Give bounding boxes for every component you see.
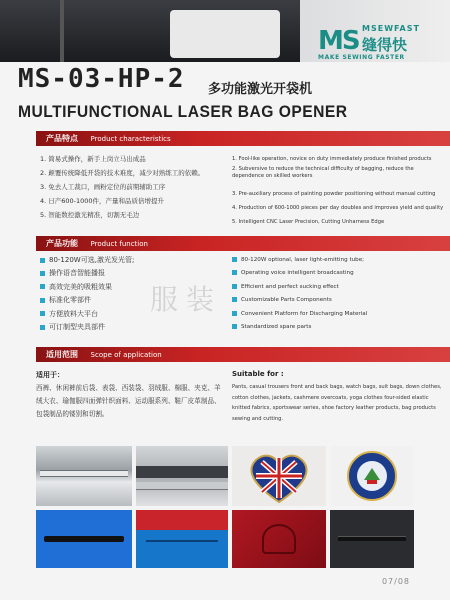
- page-number: 07/08: [381, 577, 410, 586]
- section-title-en: Product characteristics: [90, 135, 171, 143]
- sample-photo-red-leather: [232, 510, 326, 568]
- hero-cuff-image: [170, 10, 280, 58]
- list-item: 2. 颠覆传统降低开袋的技术难度，减少对熟练工的依赖。: [40, 169, 205, 177]
- list-item: 高效完美的吸粗效果: [40, 281, 220, 294]
- list-item: Customizable Parts Components: [232, 294, 442, 307]
- list-item: 4. 日产600-1000件，产量和品质倍增提升: [40, 197, 165, 205]
- list-item: Standardized spare parts: [232, 321, 442, 334]
- product-name-cn: 多功能激光开袋机: [208, 82, 313, 97]
- brand-mark: MS: [318, 26, 359, 56]
- application-heading-cn: 适用于：: [36, 371, 64, 379]
- sample-photo-blue-zipper: [36, 510, 132, 568]
- product-name-en: MULTIFUNCTIONAL LASER BAG OPENER: [18, 102, 348, 121]
- sample-photo-blue-fabric: [136, 510, 228, 568]
- list-item: 80-120W optional, laser light-emitting tube;: [232, 254, 442, 267]
- list-item: 可订制型夹具部件: [40, 321, 220, 334]
- heart-flag-icon: [232, 446, 326, 506]
- characteristics-list-cn: [40, 152, 220, 222]
- list-item: 3. 免去人工裁口，画粉定位的前期辅助工序: [40, 183, 166, 191]
- brand-logo: [318, 20, 438, 62]
- section-bar-function: [36, 236, 450, 251]
- sample-photo-quilted: [136, 446, 228, 506]
- list-item: 方便放料大平台: [40, 308, 220, 321]
- brand-name-cn: 缝得快: [362, 36, 408, 54]
- section-title-en: Product function: [90, 240, 148, 248]
- brand-slogan: MAKE SEWING FASTER: [318, 54, 405, 61]
- list-item: Convenient Platform for Discharging Material: [232, 308, 442, 321]
- list-item: 5. Intelligent CNC Laser Precision, Cutting Unharness Edge: [232, 219, 385, 225]
- sample-photo-dark-jacket: [330, 510, 414, 568]
- list-item: 5. 智能数控激光精准，切割无毛边: [40, 211, 140, 219]
- brand-name-en: MSEWFAST: [362, 24, 420, 33]
- application-text-cn: 西裤、休闲裤前后袋、表袋、西装袋、羽绒服、棉服、夹克、羊绒大衣、瑜伽服四面弹针织面料、运动服系列、鞋厂皮革制品、包袋制品的镂别和切割。: [36, 384, 221, 418]
- list-item: 3. Pre-auxiliary process of painting powder positioning without manual cutting: [232, 191, 436, 197]
- list-item: Operating voice intelligent broadcasting: [232, 267, 442, 280]
- watermark: 服装: [150, 283, 223, 316]
- section-title-cn: 产品特点: [46, 134, 78, 143]
- application-heading-en: Suitable for :: [232, 370, 284, 378]
- section-title-en: Scope of application: [90, 351, 162, 359]
- product-model: MS-03-HP-2: [18, 64, 185, 94]
- list-item: 标准化零部件: [40, 294, 220, 307]
- list-item: 80-120W可选,激光发光管;: [40, 254, 220, 267]
- characteristics-list-en: [232, 152, 442, 229]
- sample-photo-pocket-gray: [36, 446, 132, 506]
- sample-photo-badge: [330, 446, 414, 506]
- list-item: 操作语音智能播报: [40, 267, 220, 280]
- list-item: Efficient and perfect sucking effect: [232, 281, 442, 294]
- list-item: 1. Fool-like operation, novice on duty immediately produce finished products: [232, 156, 432, 162]
- list-item: 4. Production of 600-1000 pieces per day doubles and improves yield and quality: [232, 205, 444, 211]
- function-list-en: [232, 254, 442, 334]
- section-title-cn: 适用范围: [46, 350, 78, 359]
- sample-photo-heart-patch: [232, 446, 326, 506]
- section-bar-characteristics: [36, 131, 450, 146]
- application-text-en: Pants, casual trousers front and back bags, watch bags, suit bags, down clothes, cotton clothes, jackets, cashmere overcoats, yoga clothes four-sided elastic knitted fabrics, sportswear series, shoe factory leather products, bag products sewing and cutting.: [232, 384, 442, 422]
- embroidered-badge-icon: [330, 446, 414, 506]
- section-title-cn: 产品功能: [46, 239, 78, 248]
- list-item: 1. 简易式操作，新手上岗立马出成品: [40, 155, 146, 163]
- section-bar-application: [36, 347, 450, 362]
- list-item: 2. Subversive to reduce the technical difficulty of bagging, reduce the dependence on skilled workers: [232, 166, 414, 179]
